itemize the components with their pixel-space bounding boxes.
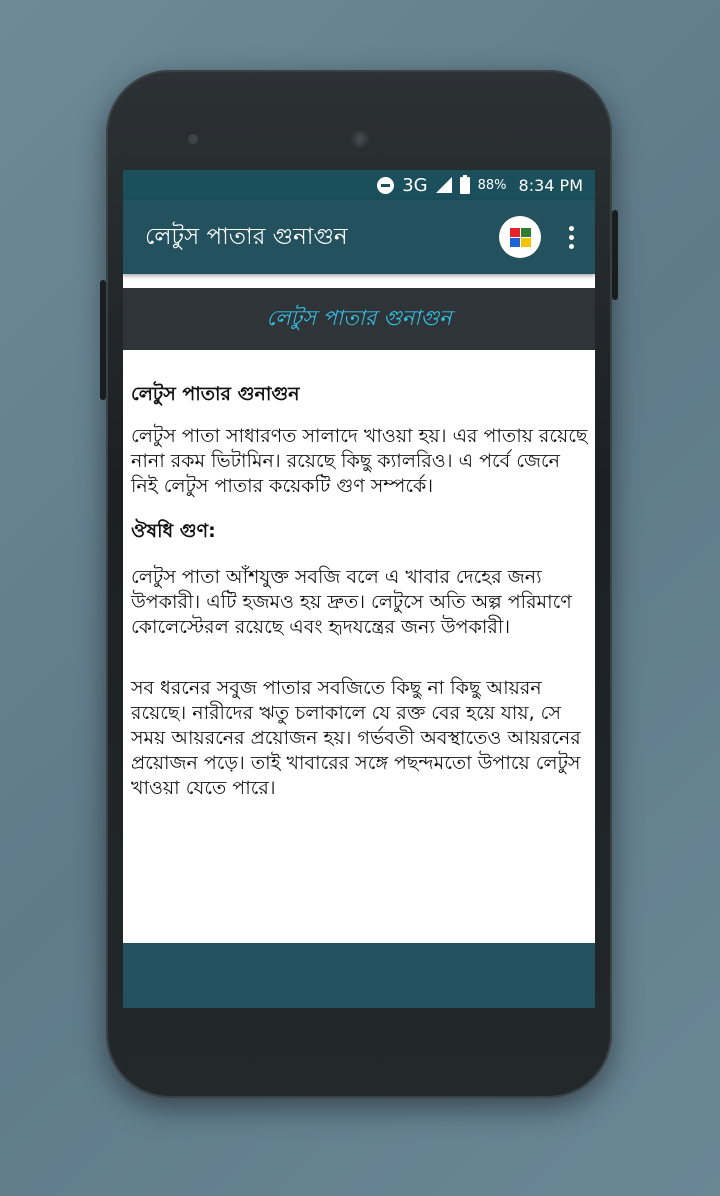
article-heading: লেটুস পাতার গুনাগুন: [131, 383, 300, 405]
app-title: লেটুস পাতার গুনাগুন: [145, 223, 348, 250]
power-button: [100, 280, 106, 400]
signal-icon: [436, 177, 452, 193]
spacer: [123, 274, 595, 288]
article-paragraph-2: সব ধরনের সবুজ পাতার সবজিতে কিছু না কিছু আয়রন রয়েছে। নারীদের ঋতু চলাকালে যে রক্ত বের হয়ে যায়, সে সময় আয়রনের প্রয়োজন হয়। গর্ভবতী অবস্থাতেও আয়রনের প্রয়োজন পড়ে। তাই খাবারের সঙ্গে পছন্দমতো উপায়ে লেটুস খাওয়া যেতে পারে।: [131, 677, 581, 799]
clock: 8:34 PM: [518, 175, 583, 195]
earpiece-speaker: [349, 128, 371, 150]
article-content[interactable]: [123, 350, 595, 801]
battery-icon: [460, 177, 470, 194]
volume-button: [612, 210, 618, 300]
article-header-title: লেটুস পাতার গুনাগুন: [266, 305, 452, 330]
section-heading: ঔষধি গুণ:: [131, 520, 216, 542]
article-intro: লেটুস পাতা সাধারণত সালাদে খাওয়া হয়। এর পাতায় রয়েছে নানা রকম ভিটামিন। রয়েছে কিছু ক্যালরিও। এ পর্বে জেনে নিই লেটুস পাতার কয়েকটি গুণ সম্পর্কে।: [131, 425, 588, 497]
article-paragraph-1: লেটুস পাতা আঁশযুক্ত সবজি বলে এ খাবার দেহের জন্য উপকারী। এটি হজমও হয় দ্রুত। লেটুসে অতি অল্প পরিমাণে কোলেস্টেরল রয়েছে এবং হৃদযন্ত্রের জন্য উপকারী।: [131, 566, 572, 638]
do-not-disturb-icon: [377, 177, 394, 194]
network-type: 3G: [402, 174, 428, 196]
store-grid-icon: [510, 228, 531, 247]
more-vert-icon[interactable]: [561, 222, 581, 252]
store-button[interactable]: [499, 216, 541, 258]
phone-frame: [106, 70, 612, 1098]
battery-percent: 88%: [477, 177, 507, 193]
front-camera: [188, 134, 198, 144]
bottom-bar: [123, 943, 595, 1008]
article-header-band: [123, 288, 595, 350]
status-bar: [123, 170, 595, 200]
screen: [123, 170, 595, 1008]
app-bar: [123, 200, 595, 274]
